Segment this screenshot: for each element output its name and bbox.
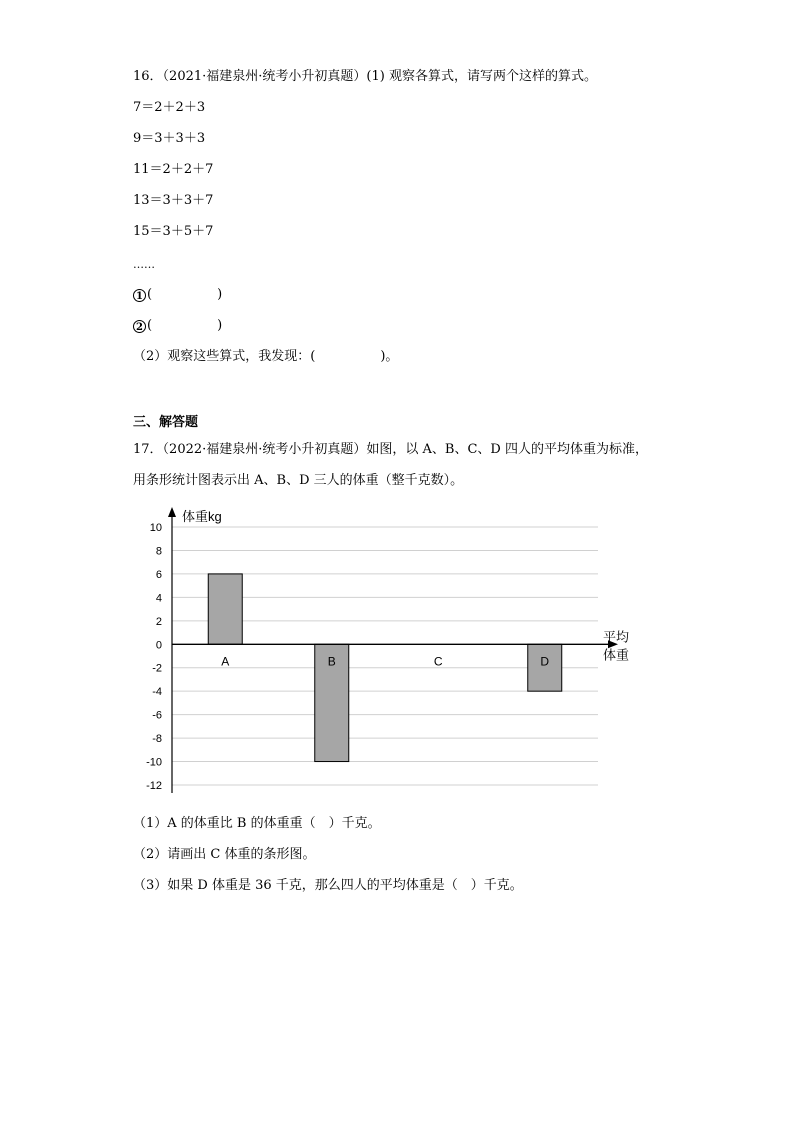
ellipsis: ……	[133, 258, 155, 271]
equation-5: 15＝3＋5＋7	[133, 224, 214, 239]
bar-chart	[130, 505, 640, 805]
y-axis-label: 体重kg	[182, 509, 222, 524]
y-axis-arrow	[168, 507, 176, 517]
y-tick-label: 2	[155, 615, 162, 628]
y-tick-label: -4	[152, 686, 162, 699]
equation-1: 7＝2＋2＋3	[133, 100, 206, 115]
circled-number-1: 1	[133, 289, 146, 302]
bar-A	[208, 574, 242, 644]
blank-1-text: ( )	[147, 287, 223, 302]
y-tick-label: -2	[152, 662, 162, 675]
q17-line1: 17．（2022·福建泉州·统考小升初真题）如图，以 A、B、C、D 四人的平均体重为标准，	[133, 442, 648, 457]
blank-2-text: ( )	[147, 318, 223, 333]
y-tick-label: -12	[146, 780, 162, 792]
category-label-B: B	[327, 654, 336, 669]
y-tick-label: 10	[149, 522, 162, 534]
category-label-D: D	[540, 654, 550, 669]
y-tick-label: -6	[152, 709, 162, 722]
blank-2[interactable]	[133, 317, 222, 335]
y-tick-label: -8	[152, 733, 162, 746]
equation-2: 9＝3＋3＋3	[133, 131, 206, 146]
q16-header: 16．（2021·福建泉州·统考小升初真题）(1) 观察各算式，请写两个这样的算式。	[133, 69, 597, 84]
y-tick-label: 6	[155, 568, 162, 581]
y-tick-label: 8	[155, 545, 162, 558]
section-title: 三、解答题	[133, 415, 199, 430]
category-label-A: A	[221, 654, 230, 669]
q17-sub1: （1）A 的体重比 B 的体重重（ ）千克。	[133, 816, 381, 831]
q17-line2: 用条形统计图表示出 A、B、D 三人的体重（整千克数）。	[133, 473, 464, 488]
category-label-C: C	[433, 654, 443, 669]
q17-sub2: （2）请画出 C 体重的条形图。	[133, 847, 316, 862]
equation-4: 13＝3＋3＋7	[133, 193, 214, 208]
y-tick-label: -10	[146, 756, 162, 769]
q17-sub3: （3）如果 D 体重是 36 千克，那么四人的平均体重是（ ）千克。	[133, 878, 523, 893]
y-tick-label: 4	[155, 592, 162, 605]
x-axis-label-line1: 平均	[603, 629, 630, 645]
x-axis-label-line2: 体重	[603, 647, 630, 663]
q16-part2: （2）观察这些算式，我发现：( )。	[133, 349, 399, 364]
blank-1[interactable]	[133, 286, 222, 304]
circled-number-2: 2	[133, 320, 146, 333]
y-tick-label: 0	[155, 639, 162, 652]
equation-3: 11＝2＋2＋7	[133, 162, 214, 177]
